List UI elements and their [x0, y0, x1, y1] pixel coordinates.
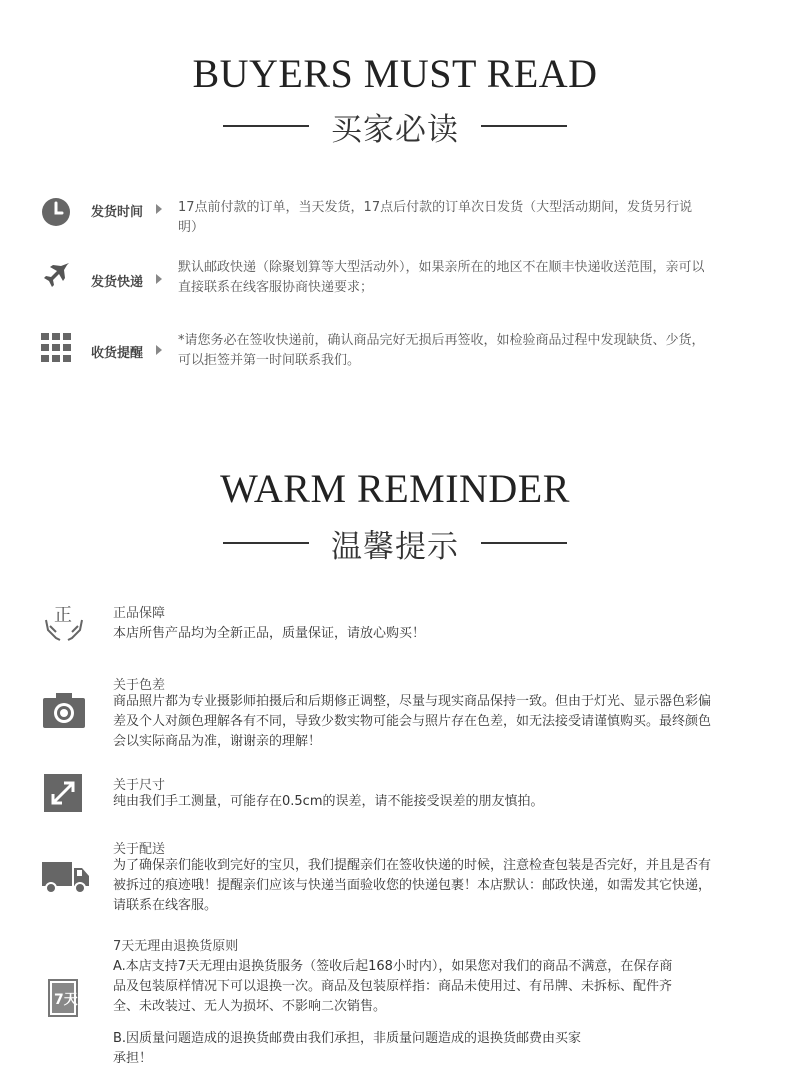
triangle-right-icon	[156, 204, 162, 214]
grid-icon	[40, 332, 72, 364]
section1-title-cn-row	[0, 106, 790, 146]
authentic-text: 本店所售产品均为全新正品，质量保证，请放心购买！	[113, 626, 426, 641]
divider-line-left	[223, 542, 309, 544]
divider-line-left	[223, 125, 309, 127]
receipt-reminder-text: *请您务必在签收快递前，确认商品完好无损后再签收，如检验商品过程中发现缺货、少货，可以拒签并第一时间联系我们。	[178, 333, 705, 368]
truck-icon	[42, 854, 90, 898]
section2-title-en: WARM REMINDER	[220, 466, 570, 511]
delivery-title: 关于配送	[113, 842, 166, 857]
seven-day-text: 7天	[54, 992, 78, 1008]
triangle-right-icon	[156, 345, 162, 355]
authentic-hands-icon	[42, 600, 86, 644]
clock-icon	[40, 196, 72, 228]
section1-title-cn: 买家必读	[331, 111, 459, 148]
resize-arrow-icon	[42, 772, 86, 816]
divider-line-right	[481, 125, 567, 127]
section2-title-cn-row	[0, 523, 790, 563]
section1-title-en: BUYERS MUST READ	[192, 51, 598, 96]
color-difference-title: 关于色差	[113, 678, 166, 693]
shipping-time-label: 发货时间	[91, 205, 144, 220]
return-policy-text-b: B.因质量问题造成的退换货邮费由我们承担，非质量问题造成的退换货邮费由买家承担！	[113, 1031, 582, 1066]
seven-day-icon	[48, 979, 78, 1017]
return-policy-text-a: A.本店支持7天无理由退换货服务（签收后起168小时内），如果您对我们的商品不满意，在保存商品及包装原样情况下可以退换一次。商品及包装原样指：商品未使用过、有吊牌、未拆标、配件齐全、未改装过、无人为损坏、不影响二次销售。	[113, 959, 673, 1014]
camera-icon	[42, 690, 86, 734]
divider-line-right	[481, 542, 567, 544]
section2-title-cn: 温馨提示	[331, 528, 459, 565]
courier-text: 默认邮政快递（除聚划算等大型活动外），如果亲所在的地区不在顺丰快递收送范围，亲可以直接联系在线客服协商快递要求；	[178, 260, 705, 295]
airplane-icon	[40, 260, 72, 292]
size-title: 关于尺寸	[113, 778, 166, 793]
shipping-time-text: 17点前付款的订单，当天发货，17点后付款的订单次日发货（大型活动期间，发货另行说明）	[178, 200, 693, 235]
courier-label: 发货快递	[91, 275, 144, 290]
size-text: 纯由我们手工测量，可能存在0.5cm的误差，请不能接受误差的朋友慎拍。	[113, 794, 544, 809]
return-policy-title: 7天无理由退换货原则	[113, 939, 239, 954]
color-difference-text: 商品照片都为专业摄影师拍摄后和后期修正调整，尽量与现实商品保持一致。但由于灯光、显示器色彩偏差及个人对颜色理解各有不同，导致少数实物可能会与照片存在色差，如无法接受请谨慎购买。最终颜色会以实际商品为准，谢谢亲的理解！	[113, 694, 712, 749]
authentic-char: 正	[54, 605, 72, 626]
triangle-right-icon	[156, 274, 162, 284]
receipt-reminder-label: 收货提醒	[91, 346, 144, 361]
delivery-text: 为了确保亲们能收到完好的宝贝，我们提醒亲们在签收快递的时候，注意检查包装是否完好，并且是否有被拆过的痕迹哦！提醒亲们应该与快递当面验收您的快递包裹！本店默认：邮政快递，如需发其它快递，请联系在线客服。	[113, 858, 712, 913]
authentic-title: 正品保障	[113, 606, 166, 621]
